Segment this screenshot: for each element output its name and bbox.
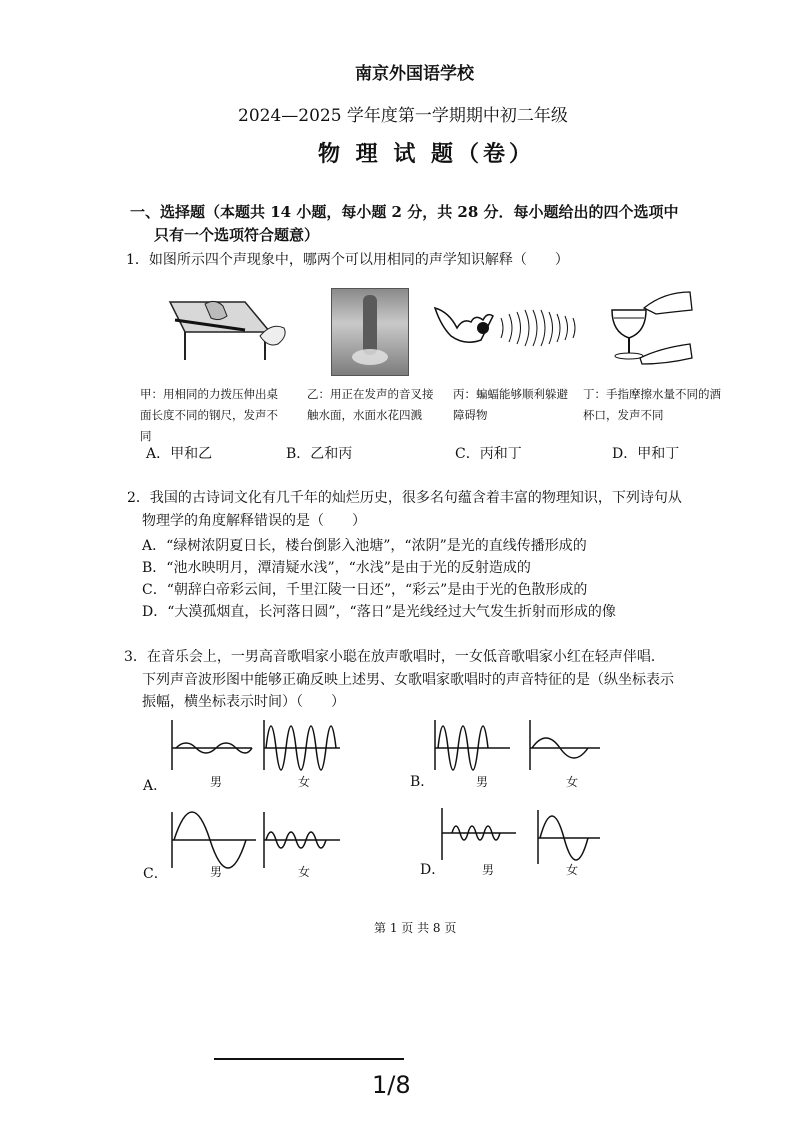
page-title: 物 理 试 题（卷） xyxy=(318,141,535,167)
q1-option-c[interactable]: C．丙和丁 xyxy=(455,446,522,462)
wine-glass-illustration xyxy=(604,288,696,368)
q1-caption-ding: 丁：手指摩擦水量不同的酒杯口，发声不同 xyxy=(583,387,721,422)
q3-c-male-label: 男 xyxy=(210,865,223,879)
q1-caption-bing: 丙：蝙蝠能够顺利躲避障碍物 xyxy=(453,387,568,422)
q2-option-b[interactable]: B．“池水映明月，潭清疑水浅”，“水浅”是由于光的反射造成的 xyxy=(142,560,531,576)
q1-stem: 1．如图所示四个声现象中，哪两个可以用相同的声学知识解释（ ） xyxy=(126,252,569,268)
bat-echolocation-illustration xyxy=(433,298,581,362)
q2-option-c[interactable]: C．“朝辞白帝彩云间，千里江陵一日还”，“彩云”是由于光的色散形成的 xyxy=(142,582,588,598)
footer-divider xyxy=(214,1058,404,1060)
waveform-d-male xyxy=(442,808,516,860)
q3-b-male-label: 男 xyxy=(476,775,489,789)
tuning-fork-photo xyxy=(331,288,409,376)
page-counter: 1/8 xyxy=(372,1071,411,1099)
q2-option-d[interactable]: D．“大漠孤烟直，长河落日圆”，“落日”是光线经过大气发生折射而形成的像 xyxy=(142,604,616,620)
waveform-c-female xyxy=(264,812,340,868)
q3-waveforms xyxy=(160,718,600,888)
q1-option-d[interactable]: D．甲和丁 xyxy=(612,446,680,462)
school-name: 南京外国语学校 xyxy=(355,64,474,84)
waveform-b-male xyxy=(435,720,510,770)
q3-stem-line1: 3．在音乐会上，一男高音歌唱家小聪在放声歌唱时，一女低音歌唱家小红在轻声伴唱． xyxy=(124,649,665,665)
waveform-c-male xyxy=(172,812,256,868)
q3-option-c[interactable]: C． xyxy=(143,866,168,882)
q2-stem-line1: 2．我国的古诗词文化有几千年的灿烂历史，很多名句蕴含着丰富的物理知识，下列诗句从 xyxy=(127,490,682,506)
q3-option-d[interactable]: D． xyxy=(420,862,446,878)
section-heading-line2: 只有一个选项符合题意） xyxy=(154,226,320,244)
q3-c-female-label: 女 xyxy=(298,865,311,879)
q3-a-female-label: 女 xyxy=(298,775,311,789)
q3-stem-line3: 振幅，横坐标表示时间）（ ） xyxy=(142,694,345,710)
q2-stem-line2: 物理学的角度解释错误的是（ ） xyxy=(142,513,366,529)
q3-b-female-label: 女 xyxy=(566,775,579,789)
q3-option-a[interactable]: A． xyxy=(143,778,168,794)
waveform-b-female xyxy=(530,720,600,770)
ruler-illustration xyxy=(165,292,295,362)
page-footer-text: 第 1 页 共 8 页 xyxy=(374,921,457,935)
waveform-d-female xyxy=(538,810,600,864)
q1-option-b[interactable]: B．乙和丙 xyxy=(286,446,353,462)
q1-caption-yi: 乙：用正在发声的音叉接触水面，水面水花四溅 xyxy=(307,387,434,422)
term-line: 2024—2025 学年度第一学期期中初二年级 xyxy=(238,106,568,126)
waveform-a-female xyxy=(264,720,340,770)
q3-option-b[interactable]: B． xyxy=(410,774,435,790)
waveform-a-male xyxy=(172,720,252,770)
q3-d-female-label: 女 xyxy=(566,863,579,877)
q3-stem-line2: 下列声音波形图中能够正确反映上述男、女歌唱家歌唱时的声音特征的是（纵坐标表示 xyxy=(142,672,674,688)
q1-caption-jia: 甲：用相同的力拨压伸出桌面长度不同的钢尺，发声不同 xyxy=(140,387,278,443)
q2-option-a[interactable]: A．“绿树浓阴夏日长，楼台倒影入池塘”，“浓阴”是光的直线传播形成的 xyxy=(142,538,587,554)
q1-option-a[interactable]: A．甲和乙 xyxy=(146,446,213,462)
q3-a-male-label: 男 xyxy=(210,775,223,789)
section-heading-line1: 一、选择题（本题共 14 小题，每小题 2 分，共 28 分．每小题给出的四个选项中 xyxy=(130,203,679,221)
q3-d-male-label: 男 xyxy=(482,863,495,877)
